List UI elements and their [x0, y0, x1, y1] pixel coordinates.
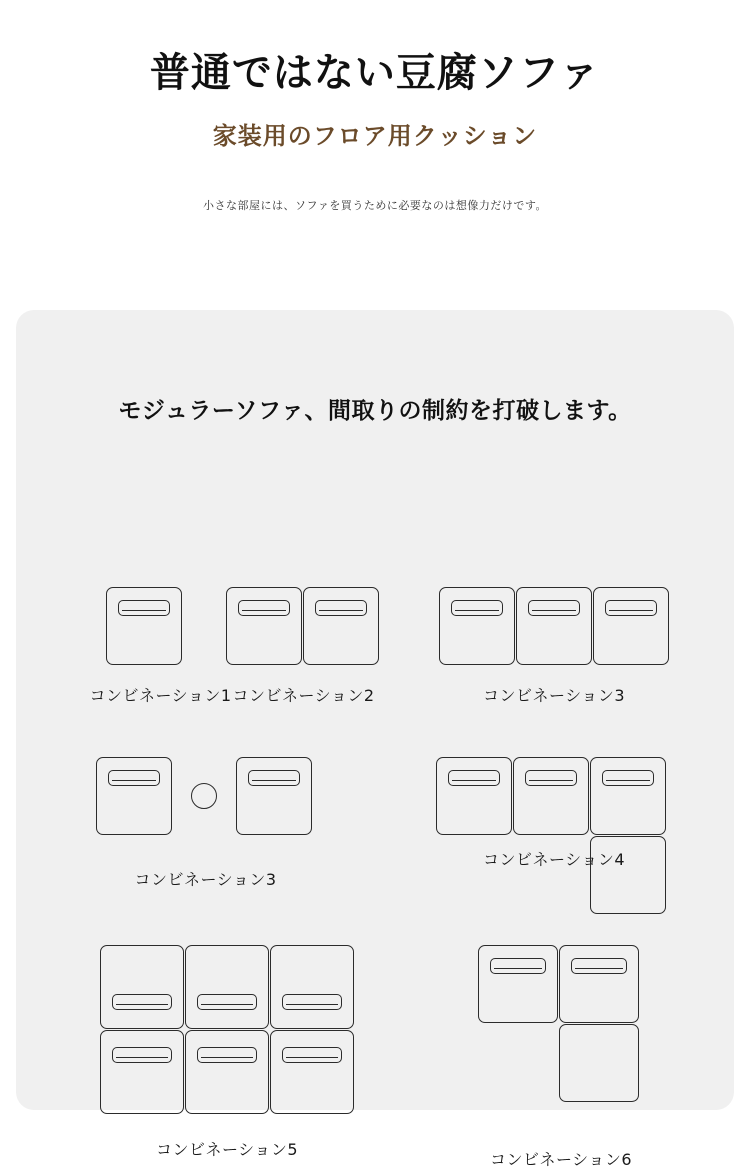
- cushion-line: [242, 610, 286, 611]
- sofa-module: [593, 587, 669, 665]
- combination-caption: コンビネーション4: [482, 850, 626, 869]
- combination-caption: コンビネーション5: [155, 1140, 299, 1159]
- combination-caption: コンビネーション1: [89, 686, 232, 705]
- cushion-outline: [118, 600, 170, 616]
- cushion-outline: [282, 994, 342, 1010]
- cushion-outline: [448, 770, 500, 786]
- cushion-line: [112, 780, 156, 781]
- cushion-outline: [197, 994, 257, 1010]
- sofa-module: [185, 945, 269, 1029]
- combination-caption: コンビネーション2: [232, 686, 375, 705]
- sofa-module: [96, 757, 172, 835]
- page-title: 普通ではない豆腐ソファ: [149, 50, 601, 96]
- cushion-outline: [605, 600, 657, 616]
- combination-caption: コンビネーション3: [134, 870, 277, 889]
- combination-item-combo2: [216, 587, 391, 706]
- cushion-outline: [571, 958, 627, 974]
- combo3a-shapes: [424, 587, 684, 667]
- cushion-line: [575, 968, 623, 969]
- sofa-module: [100, 945, 184, 1029]
- lead-text: 小さな部屋には、ソファを買うために必要なのは想像力だけです。: [203, 199, 547, 212]
- combination-item-combo6: [436, 945, 686, 1170]
- cushion-outline: [525, 770, 577, 786]
- sofa-module: [236, 757, 312, 835]
- combo3b-shapes: [78, 757, 333, 837]
- cushion-outline: [490, 958, 546, 974]
- sofa-module: [106, 587, 182, 665]
- sofa-module: [590, 757, 666, 835]
- cushion-line: [286, 1057, 338, 1058]
- sofa-module: [270, 945, 354, 1029]
- cushion-outline: [315, 600, 367, 616]
- cushion-line: [201, 1057, 253, 1058]
- sofa-module: [516, 587, 592, 665]
- combination-item-combo3b: [78, 757, 333, 890]
- sofa-module: [270, 1030, 354, 1114]
- cushion-line: [452, 780, 496, 781]
- combination-caption: コンビネーション3: [482, 686, 626, 705]
- sofa-module-plain: [590, 836, 666, 914]
- page-subtitle: 家装用のフロア用クッション: [212, 122, 538, 150]
- page-header: [0, 0, 750, 213]
- cushion-line: [609, 610, 653, 611]
- combination-item-combo5: [78, 945, 376, 1160]
- sofa-module: [436, 757, 512, 835]
- sofa-module: [439, 587, 515, 665]
- cushion-outline: [528, 600, 580, 616]
- cushion-outline: [248, 770, 300, 786]
- cushion-line: [116, 1057, 168, 1058]
- cushion-line: [455, 610, 499, 611]
- combination-caption: コンビネーション6: [489, 1150, 633, 1169]
- sofa-module-plain: [559, 1024, 639, 1102]
- cushion-line: [529, 780, 573, 781]
- cushion-line: [286, 1004, 338, 1005]
- panel-title: モジュラーソファ、間取りの制約を打破します。: [118, 398, 632, 424]
- sofa-module: [478, 945, 558, 1023]
- combo6-shapes: [436, 945, 686, 1115]
- sofa-module: [513, 757, 589, 835]
- cushion-line: [319, 610, 363, 611]
- sofa-module: [559, 945, 639, 1023]
- cushion-line: [252, 780, 296, 781]
- combo4-shapes: [424, 757, 684, 917]
- sofa-module: [100, 1030, 184, 1114]
- cushion-outline: [197, 1047, 257, 1063]
- cushion-outline: [282, 1047, 342, 1063]
- cushion-outline: [112, 994, 172, 1010]
- sofa-module: [226, 587, 302, 665]
- cushion-outline: [602, 770, 654, 786]
- cushion-outline: [451, 600, 503, 616]
- cushion-line: [122, 610, 166, 611]
- combination-item-combo3a: [424, 587, 684, 706]
- cushion-line: [201, 1004, 253, 1005]
- combinations-panel: [16, 310, 734, 1169]
- cushion-outline: [112, 1047, 172, 1063]
- cushion-line: [532, 610, 576, 611]
- cushion-line: [116, 1004, 168, 1005]
- cushion-line: [606, 780, 650, 781]
- combination-diagram-area: [16, 425, 734, 1169]
- cushion-outline: [238, 600, 290, 616]
- cushion-outline: [108, 770, 160, 786]
- cushion-line: [494, 968, 542, 969]
- sofa-module: [185, 1030, 269, 1114]
- sofa-module: [303, 587, 379, 665]
- combination-item-combo4: [424, 757, 684, 870]
- side-table-icon: [191, 783, 217, 809]
- combo5-shapes: [78, 945, 338, 1115]
- combo2-shapes: [216, 587, 391, 667]
